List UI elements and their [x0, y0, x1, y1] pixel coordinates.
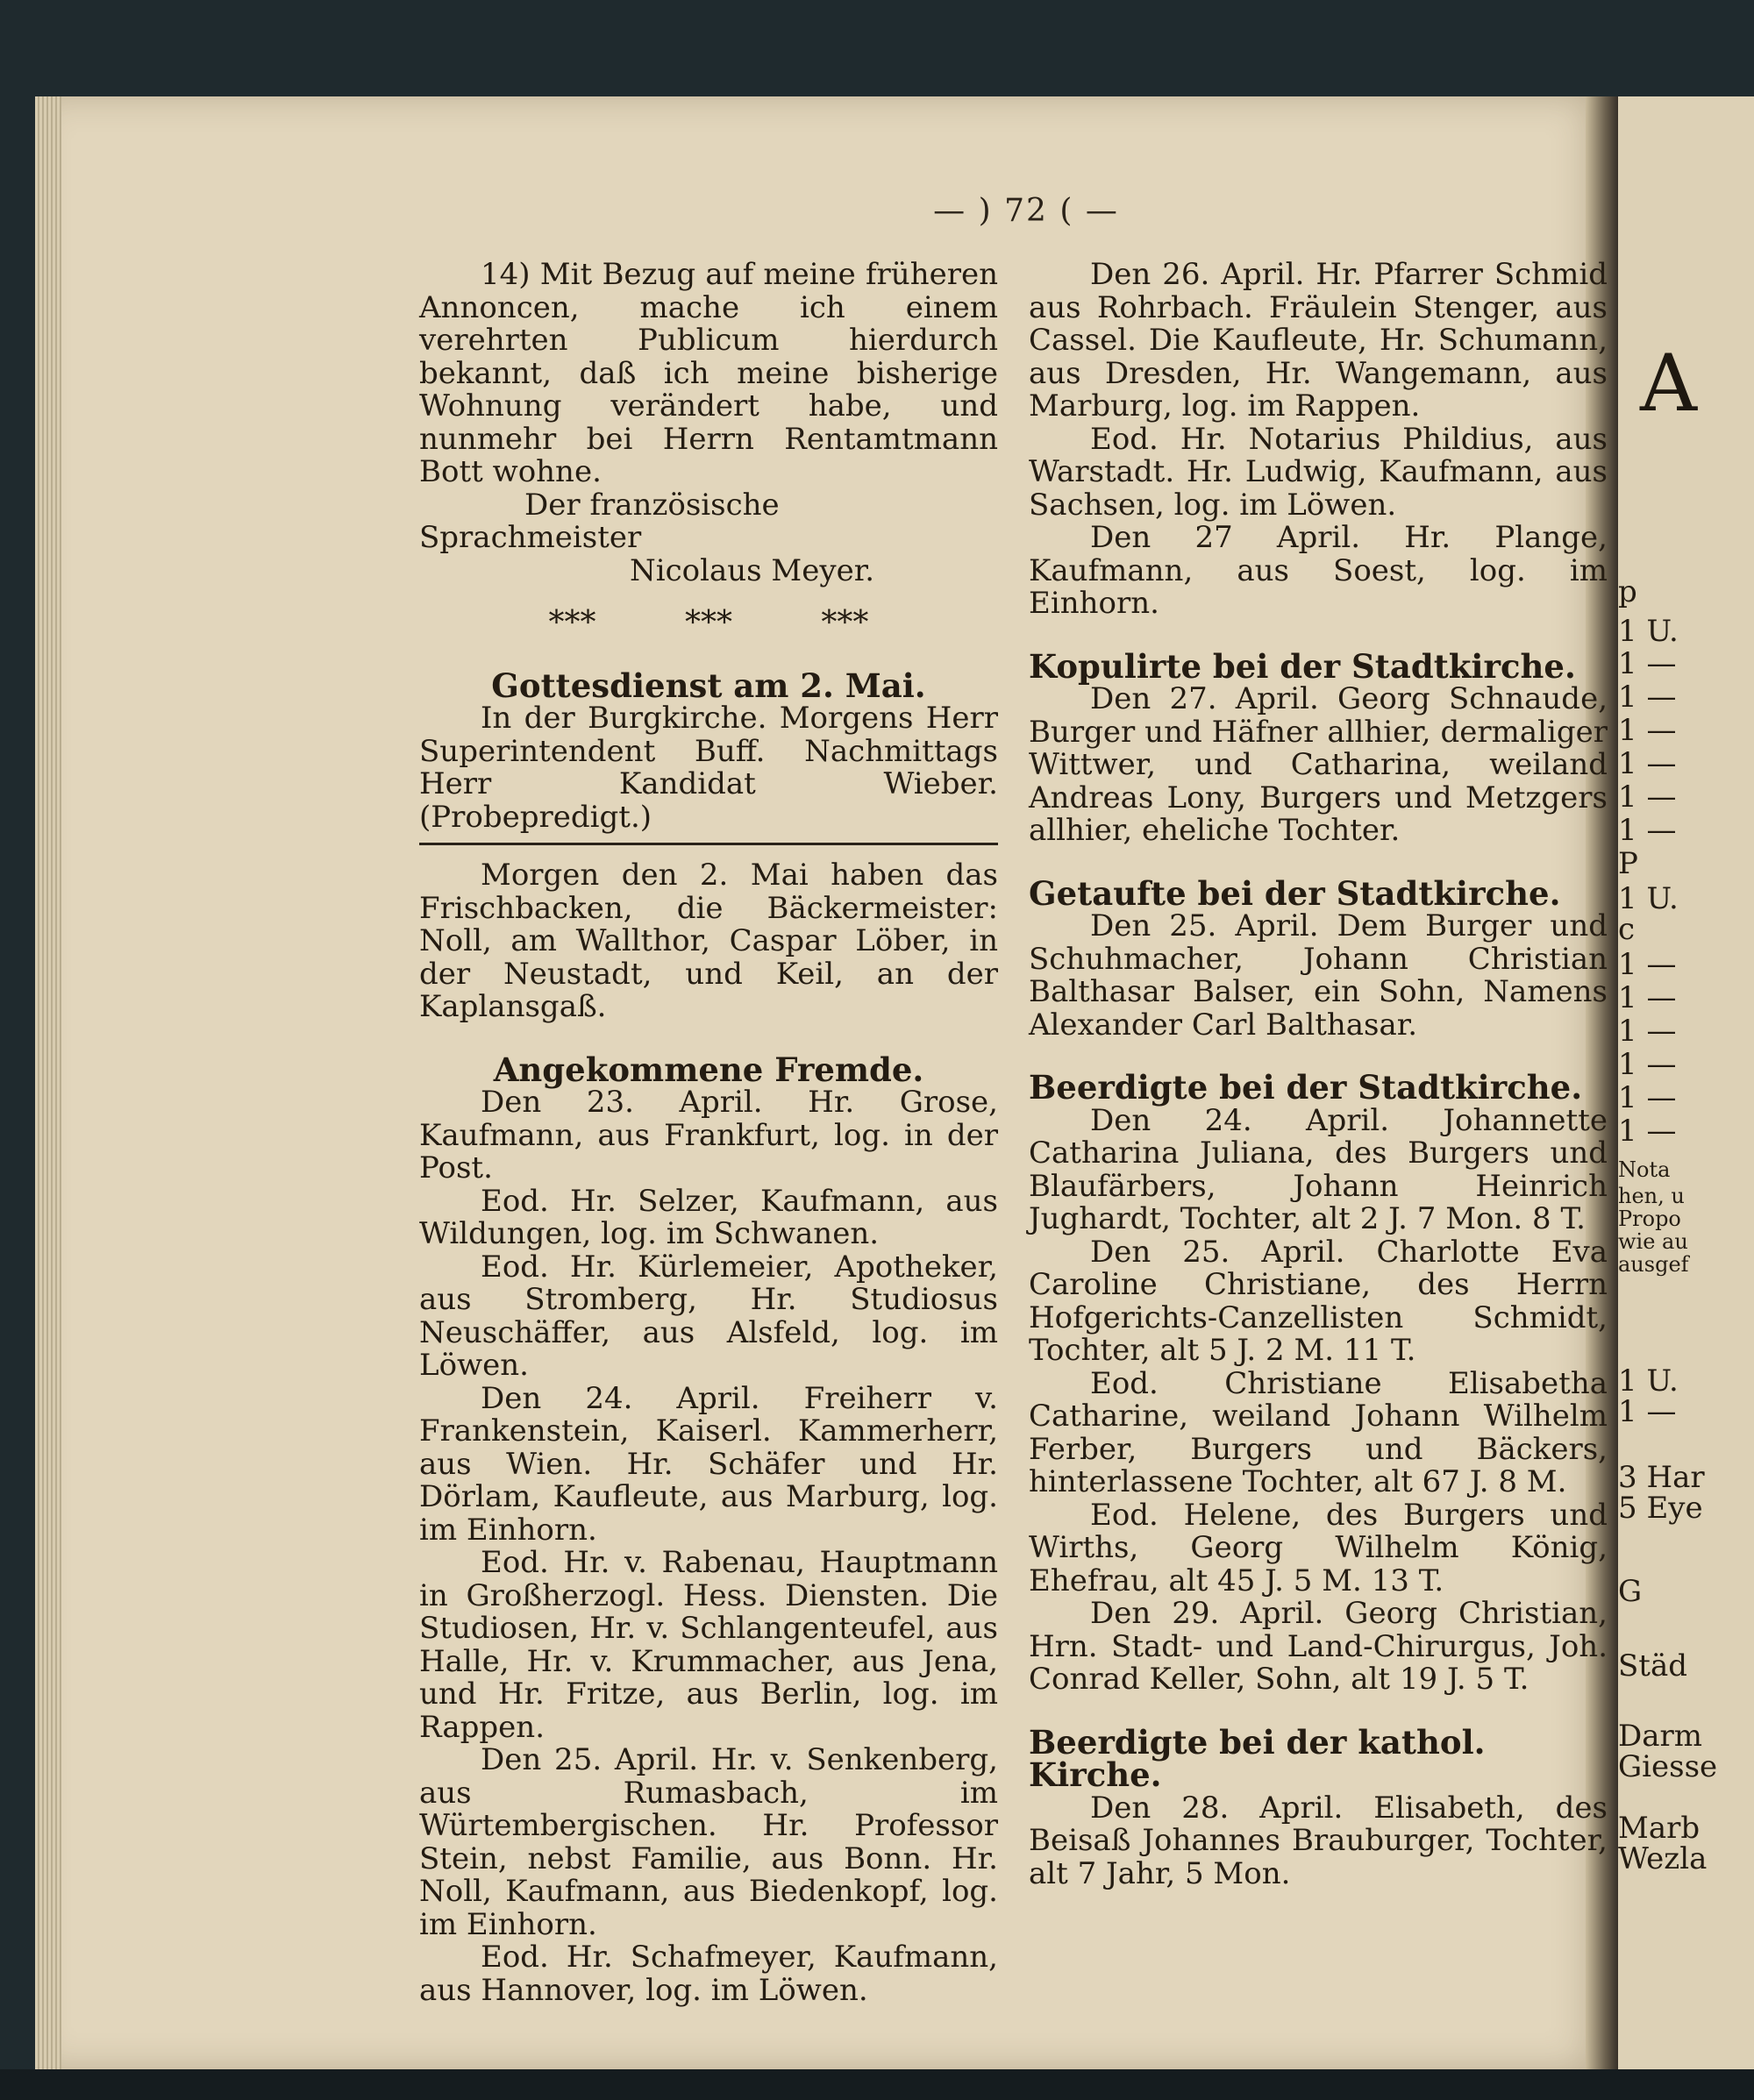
stranger-entry: Eod. Hr. Kürlemeier, Apotheker, aus Stromberg, Hr. Studiosus Neuschäffer, aus Alsfeld, log. im Löwen. — [419, 1249, 998, 1383]
next-page-line: 1 — — [1618, 1014, 1677, 1049]
buried-heading: Beerdigte bei der Stadtkirche. — [1029, 1068, 1583, 1107]
signature-title: Der französische Sprachmeister — [419, 487, 780, 555]
stranger-entry: Eod. Hr. v. Rabenau, Hauptmann in Großherzogl. Hess. Diensten. Die Studiosen, Hr. v. Schlangenteufel, aus Halle, Hr. v. Krummacher, aus Jena, und Hr. Fritze, aus Berlin, log. im Rappen. — [419, 1545, 998, 1745]
arrival-entry: Den 27 April. Hr. Plange, Kaufmann, aus Soest, log. im Einhorn. — [1029, 520, 1608, 621]
strangers-list — [419, 1086, 998, 2007]
stranger-entry: Den 23. April. Hr. Grose, Kaufmann, aus Frankfurt, log. in der Post. — [419, 1085, 998, 1185]
baptized-text: Den 25. April. Dem Burger und Schuhmacher, Johann Christian Balthasar Balser, ein Sohn, Namens Alexander Carl Balthasar. — [1029, 908, 1608, 1043]
stranger-entry: Eod. Hr. Selzer, Kaufmann, aus Wildungen, log. im Schwanen. — [419, 1183, 998, 1251]
next-page-line: 1 — — [1618, 1080, 1677, 1115]
next-page-line: 1 — — [1618, 1114, 1677, 1149]
next-page-line: 1 — — [1618, 947, 1677, 982]
next-page-line: Wezla — [1618, 1841, 1708, 1876]
next-page-line: Giesse — [1618, 1749, 1718, 1784]
next-page-fragment — [1618, 96, 1754, 2069]
left-column — [419, 259, 998, 2007]
section-rule — [419, 843, 998, 845]
next-page-initial: A — [1640, 338, 1697, 430]
married-heading: Kopulirte bei der Stadtkirche. — [1029, 646, 1576, 686]
next-page-line: G — [1618, 1574, 1643, 1609]
next-page-line: 1 — — [1618, 980, 1677, 1015]
bakers-text: Morgen den 2. Mai haben das Frischbacken, die Bäckermeister: Noll, am Wallthor, Caspar Löber, in der Neustadt, und Keil, an der Kaplansgaß. — [419, 858, 998, 1024]
next-page-line: Städ — [1618, 1648, 1687, 1684]
next-page-line: 1 U. — [1618, 881, 1679, 916]
burial-entry: Eod. Christiane Elisabetha Catharine, weiland Johann Wilhelm Ferber, Burgers und Bäckers, hinterlassene Tochter, alt 67 J. 8 M. — [1029, 1365, 1608, 1499]
next-page-line: 3 Har — [1618, 1460, 1705, 1495]
arrivals-list — [1029, 259, 1608, 621]
next-page-line: Marb — [1618, 1811, 1701, 1846]
buried-list — [1029, 1102, 1608, 1697]
next-page-line: 1 U. — [1618, 1363, 1679, 1399]
next-page-line: 1 — — [1618, 1047, 1677, 1082]
next-page-line: 1 — — [1618, 680, 1677, 715]
service-text: In der Burgkirche. Morgens Herr Superintendent Buff. Nachmittags Herr Kandidat Wieber. (Probepredigt.) — [419, 701, 998, 835]
section-stars: *** *** *** — [548, 605, 869, 641]
next-page-line: Nota — [1618, 1157, 1671, 1182]
service-heading: Gottesdienst am 2. Mai. — [491, 666, 926, 705]
next-page-line: 1 — — [1618, 713, 1677, 748]
next-page-line: 1 U. — [1618, 614, 1679, 649]
baptized-heading: Getaufte bei der Stadtkirche. — [1029, 873, 1561, 913]
announcement-text: 14) Mit Bezug auf meine früheren Annoncen, mache ich einem verehrten Publicum hierdurch bekannt, daß ich meine bisherige Wohnung verändert habe, und nunmehr bei Herrn Rentamtmann Bott wohne. — [419, 257, 998, 489]
strangers-heading: Angekommene Fremde. — [493, 1050, 924, 1089]
page-number: — ) 72 ( — — [933, 193, 1119, 229]
next-page-line: 1 — — [1618, 746, 1677, 781]
arrival-entry: Eod. Hr. Notarius Phildius, aus Warstadt. Hr. Ludwig, Kaufmann, aus Sachsen, log. im Löwen. — [1029, 421, 1608, 523]
burial-entry: Den 24. April. Johannette Catharina Juliana, des Burgers und Blaufärbers, Johann Heinrich Jughardt, Tochter, alt 2 J. 7 Mon. 8 T. — [1029, 1102, 1608, 1236]
scan-bottom-edge — [0, 2069, 1754, 2100]
catholic-text: Den 28. April. Elisabeth, des Beisaß Johannes Brauburger, Tochter, alt 7 Jahr, 5 Mon. — [1029, 1790, 1608, 1891]
next-page-line: P — [1618, 846, 1638, 881]
catholic-heading: Beerdigte bei der kathol. Kirche. — [1029, 1722, 1486, 1794]
arrival-entry: Den 26. April. Hr. Pfarrer Schmid aus Rohrbach. Fräulein Stenger, aus Cassel. Die Kaufleute, Hr. Schumann, aus Dresden, Hr. Wangemann, aus Marburg, log. im Rappen. — [1029, 257, 1608, 424]
next-page-line: 1 — — [1618, 646, 1677, 681]
next-page-line: wie au — [1618, 1229, 1688, 1254]
next-page-line: hen, u — [1618, 1184, 1685, 1208]
next-page-line: 1 — — [1618, 779, 1677, 815]
signature-name: Nicolaus Meyer. — [630, 552, 875, 588]
married-text: Den 27. April. Georg Schnaude, Burger und Häfner allhier, dermaliger Wittwer, und Catharina, weiland Andreas Lony, Burgers und Metzgers allhier, eheliche Tochter. — [1029, 681, 1608, 848]
burial-entry: Den 29. April. Georg Christian, Hrn. Stadt- und Land-Chirurgus, Joh. Conrad Keller, Sohn, alt 19 J. 5 T. — [1029, 1596, 1608, 1697]
next-page-line: 1 — — [1618, 813, 1677, 848]
next-page-line: 5 Eye — [1618, 1491, 1703, 1526]
next-page-line: 1 — — [1618, 1394, 1677, 1429]
next-page-line: c — [1618, 912, 1636, 947]
next-page-line: Propo — [1618, 1207, 1681, 1231]
burial-entry: Den 25. April. Charlotte Eva Caroline Christiane, des Herrn Hofgerichts-Canzellisten Schmidt, Tochter, alt 5 J. 2 M. 11 T. — [1029, 1234, 1608, 1368]
burial-entry: Eod. Helene, des Burgers und Wirths, Georg Wilhelm König, Ehefrau, alt 45 J. 5 M. 13 T. — [1029, 1497, 1608, 1598]
next-page-line: p — [1618, 574, 1637, 609]
next-page-line: Darm — [1618, 1719, 1703, 1754]
right-column — [1029, 259, 1608, 1890]
stranger-entry: Den 24. April. Freiherr v. Frankenstein, Kaiserl. Kammerherr, aus Wien. Hr. Schäfer und Hr. Dörlam, Kaufleute, aus Marburg, log. im Einhorn. — [419, 1380, 998, 1548]
stranger-entry: Den 25. April. Hr. v. Senkenberg, aus Rumasbach, im Würtembergischen. Hr. Professor Stein, nebst Familie, aus Bonn. Hr. Noll, Kaufmann, aus Biedenkopf, log. im Einhorn. — [419, 1742, 998, 1942]
next-page-line: ausgef — [1618, 1252, 1689, 1277]
stranger-entry: Eod. Hr. Schafmeyer, Kaufmann, aus Hannover, log. im Löwen. — [419, 1940, 998, 2008]
